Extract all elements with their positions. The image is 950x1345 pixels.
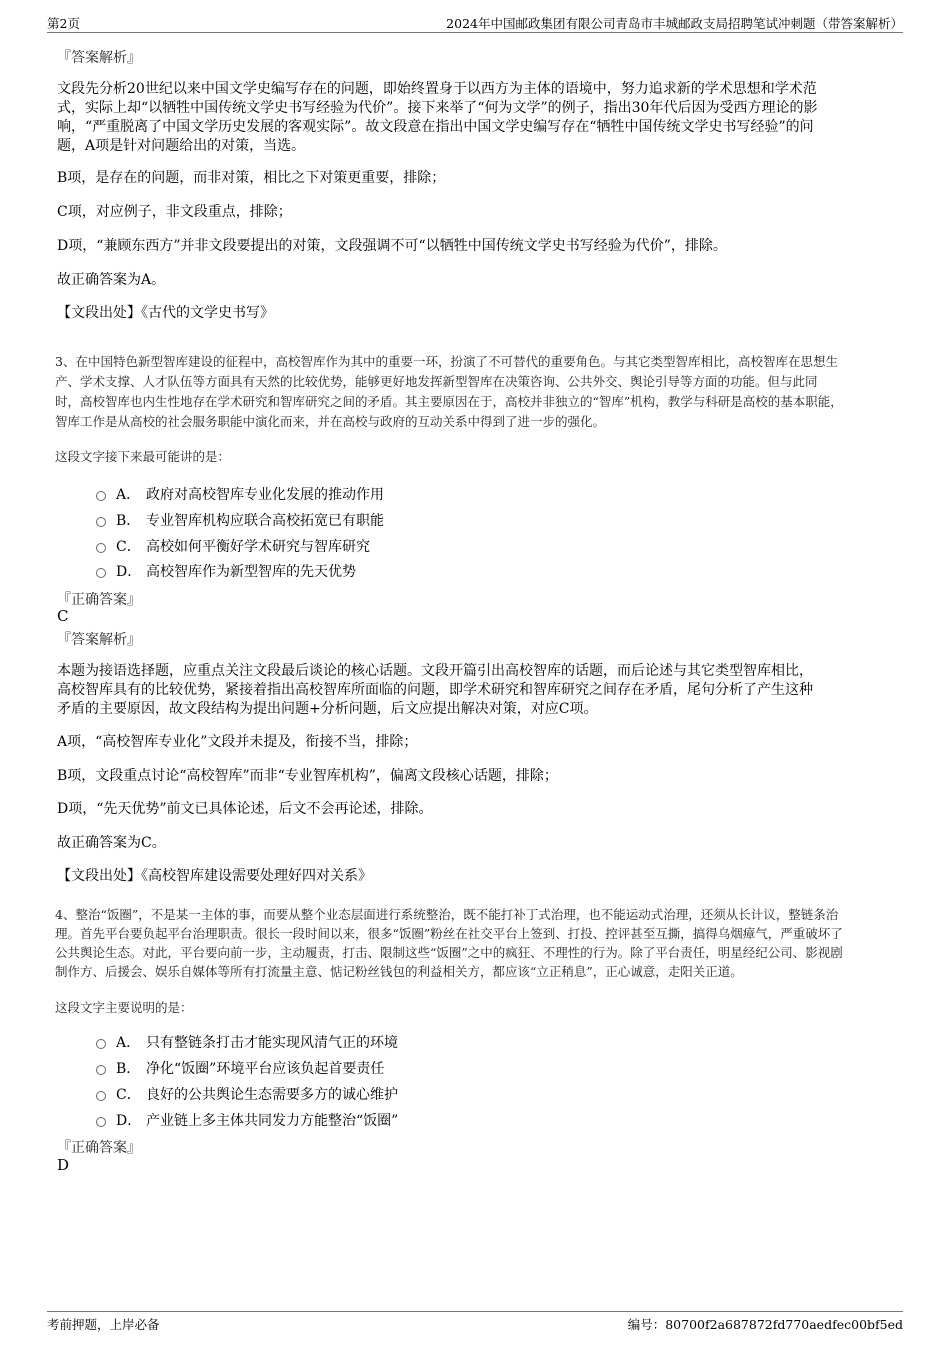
radio-icon[interactable]: [96, 1117, 106, 1127]
option-d-analysis: D项，“兼顾东西方”并非文段要提出的对策，文段强调不可“以牺牲中国传统文学史书写经验为代价”，排除。: [57, 238, 727, 254]
option-c[interactable]: C． 良好的公共舆论生态需要多方的诚心维护: [96, 1084, 398, 1104]
conclusion: 故正确答案为A。: [57, 272, 166, 288]
analysis-line: 响，“严重脱离了中国文学历史发展的客观实际”。故文段意在指出中国文学史编写存在“牺牲中国传统文学史书写经验”的问: [57, 119, 814, 135]
radio-icon[interactable]: [96, 1065, 106, 1075]
source: 【文段出处】《古代的文学史书写》: [57, 305, 274, 321]
option-a[interactable]: A． 政府对高校智库专业化发展的推动作用: [96, 484, 384, 504]
analysis-label: 『答案解析』: [57, 50, 141, 66]
answer-value: C: [57, 607, 69, 625]
radio-icon[interactable]: [96, 491, 106, 501]
option-d-analysis: D项，“先天优势”前文已具体论述，后文不会再论述，排除。: [57, 801, 433, 817]
analysis-line: 矛盾的主要原因，故文段结构为提出问题+分析问题，后文应提出解决对策，对应C项。: [57, 701, 598, 717]
question-stem-line: 公共舆论生态。对此，平台要向前一步，主动履责，打击、限制这些“饭圈”之中的疯狂、不理性的行为。除了平台责任，明星经纪公司、影视剧: [55, 945, 843, 960]
analysis-line: 本题为接语选择题，应重点关注文段最后谈论的核心话题。文段开篇引出高校智库的话题，而后论述与其它类型智库相比，: [57, 663, 813, 679]
document-code: 编号：80700f2a687872fd770aedfec00bf5ed: [627, 1317, 903, 1332]
document-title: 2024年中国邮政集团有限公司青岛市丰城邮政支局招聘笔试冲刺题（带答案解析）: [446, 16, 903, 31]
answer-value: D: [57, 1156, 70, 1174]
answer-label: 『正确答案』: [57, 592, 141, 608]
analysis-line: 式，实际上却“以牺牲中国传统文学史书写经验为代价”。接下来举了“何为文学”的例子，指出30年代后因为受西方理论的影: [57, 100, 818, 116]
option-b-analysis: B项，是存在的问题，而非对策，相比之下对策更重要，排除；: [57, 170, 446, 186]
analysis-label: 『答案解析』: [57, 632, 141, 648]
question-stem-line: 产、学术支撑、人才队伍等方面具有天然的比较优势，能够更好地发挥新型智库在决策咨询、公共外交、舆论引导等方面的功能。但与此同: [55, 374, 818, 389]
question-prompt: 这段文字接下来最可能讲的是：: [55, 449, 231, 464]
question-stem-line: 制作方、后援会、娱乐自媒体等所有打流量主意、惦记粉丝钱包的利益相关方，都应该“立正稍息”，正心诚意，走阳关正道。: [55, 964, 743, 979]
question-stem-line: 理。首先平台要负起平台治理职责。很长一段时间以来，很多“饭圈”粉丝在社交平台上签到、打投、控评甚至互撕，搞得乌烟瘴气，严重破坏了: [55, 926, 843, 941]
radio-icon[interactable]: [96, 543, 106, 553]
radio-icon[interactable]: [96, 1091, 106, 1101]
option-d[interactable]: D． 高校智库作为新型智库的先天优势: [96, 561, 356, 581]
footer-slogan: 考前押题，上岸必备: [47, 1317, 160, 1332]
radio-icon[interactable]: [96, 568, 106, 578]
page-header: [47, 12, 903, 33]
question-stem-line: 4、整治“饭圈”，不是某一主体的事，而要从整个业态层面进行系统整治，既不能打补丁式治理，也不能运动式治理，还须从长计议，整链条治: [55, 907, 839, 922]
question-prompt: 这段文字主要说明的是：: [55, 1000, 193, 1015]
radio-icon[interactable]: [96, 1039, 106, 1049]
analysis-line: 高校智库具有的比较优势，紧接着指出高校智库所面临的问题，即学术研究和智库研究之间存在矛盾，尾句分析了产生这种: [57, 682, 813, 698]
option-b[interactable]: B． 净化“饭圈”环境平台应该负起首要责任: [96, 1058, 384, 1078]
question-stem-line: 智库工作是从高校的社会服务职能中演化而来，并在高校与政府的互动关系中得到了进一步的强化。: [55, 414, 606, 429]
source: 【文段出处】《高校智库建设需要处理好四对关系》: [57, 868, 372, 884]
question-stem-line: 3、在中国特色新型智库建设的征程中，高校智库作为其中的重要一环，扮演了不可替代的重要角色。与其它类型智库相比，高校智库在思想生: [55, 354, 838, 369]
option-a[interactable]: A． 只有整链条打击才能实现风清气正的环境: [96, 1032, 398, 1052]
analysis-line: 题，A项是针对问题给出的对策，当选。: [57, 138, 306, 154]
conclusion: 故正确答案为C。: [57, 835, 166, 851]
radio-icon[interactable]: [96, 517, 106, 527]
option-c-analysis: C项，对应例子，非文段重点，排除；: [57, 204, 292, 220]
option-c[interactable]: C． 高校如何平衡好学术研究与智库研究: [96, 536, 370, 556]
page-number: 第2页: [47, 16, 80, 31]
option-b[interactable]: B． 专业智库机构应联合高校拓宽已有职能: [96, 510, 384, 530]
page-footer: [47, 1311, 903, 1334]
option-a-analysis: A项，“高校智库专业化”文段并未提及，衔接不当，排除；: [57, 734, 418, 750]
analysis-line: 文段先分析20世纪以来中国文学史编写存在的问题，即始终置身于以西方为主体的语境中，努力追求新的学术思想和学术范: [57, 81, 817, 97]
answer-label: 『正确答案』: [57, 1140, 141, 1156]
option-b-analysis: B项，文段重点讨论“高校智库”而非“专业智库机构”，偏离文段核心话题，排除；: [57, 768, 558, 784]
option-d[interactable]: D． 产业链上多主体共同发力方能整治“饭圈”: [96, 1110, 398, 1130]
question-stem-line: 时，高校智库也内生性地存在学术研究和智库研究之间的矛盾。其主要原因在于，高校并非独立的“智库”机构，教学与科研是高校的基本职能，: [55, 394, 843, 409]
